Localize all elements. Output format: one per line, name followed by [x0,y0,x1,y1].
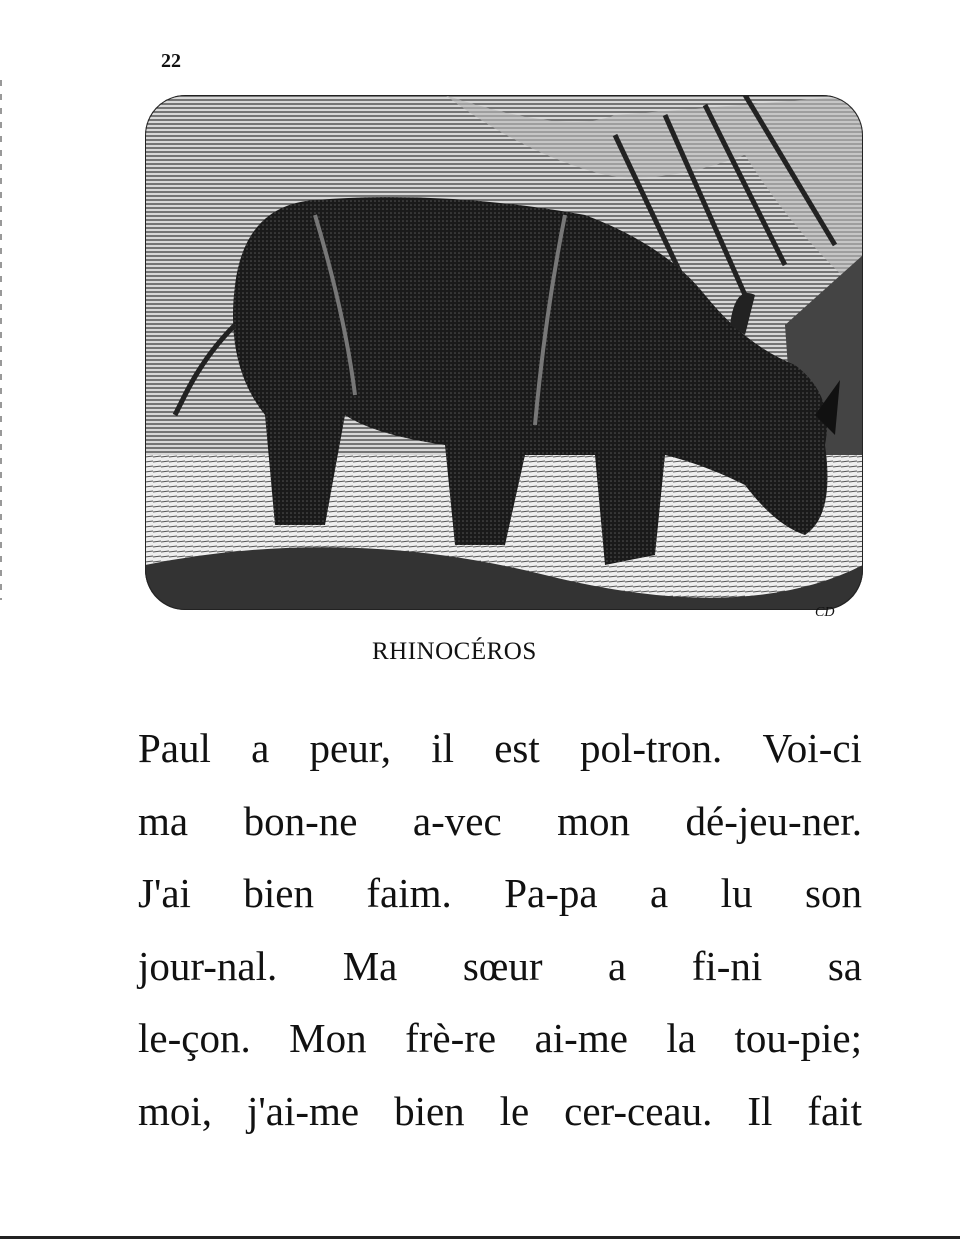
word: fait [807,1087,862,1134]
word: est [494,725,540,771]
word: Mon [289,1015,367,1061]
reading-text [138,712,862,1147]
word: fi-ni [691,942,763,989]
word: le [499,1087,530,1134]
text-line [138,857,862,930]
text-line [138,785,862,858]
word: cer-ceau. [564,1087,713,1134]
word: sœur [462,942,543,989]
text-line [138,1002,862,1075]
word: lu [720,870,753,916]
word: a [608,942,627,989]
text-line [138,930,862,1003]
word: faim. [366,870,452,916]
text-line [138,1075,862,1148]
text-line [138,712,862,785]
word: a-vec [412,797,502,844]
word: Voi-ci [762,725,862,771]
word: bien [243,870,314,916]
word: a [650,870,669,916]
word: a [251,725,270,771]
rhinoceros-illustration [145,95,863,610]
page-number: 22 [161,50,181,72]
word: j'ai-me [247,1087,360,1134]
word: le-çon. [138,1015,251,1061]
word: moi, [138,1087,213,1134]
word: frè-re [405,1015,497,1061]
word: bien [394,1087,465,1134]
word: dé-jeu-ner. [685,797,862,844]
word: pol-tron. [579,725,723,771]
word: jour-nal. [138,942,278,989]
word: peur, [309,725,391,771]
engraver-signature: CD [815,605,835,620]
word: Pa-pa [504,870,598,916]
page-bottom-rule [0,1236,960,1239]
word: ai-me [534,1015,628,1061]
illustration-caption: RHINOCÉROS [372,638,537,665]
word: Ma [342,942,398,989]
word: bon-ne [243,797,358,844]
word: mon [557,797,631,844]
word: ma [138,797,189,844]
scan-edge-mark [0,80,2,600]
word: son [805,870,862,916]
word: J'ai [138,870,191,916]
word: la [666,1015,696,1061]
word: sa [827,942,862,989]
word: Il [747,1087,773,1134]
word: tou-pie; [734,1015,862,1061]
word: Paul [138,725,211,771]
word: il [431,725,454,771]
